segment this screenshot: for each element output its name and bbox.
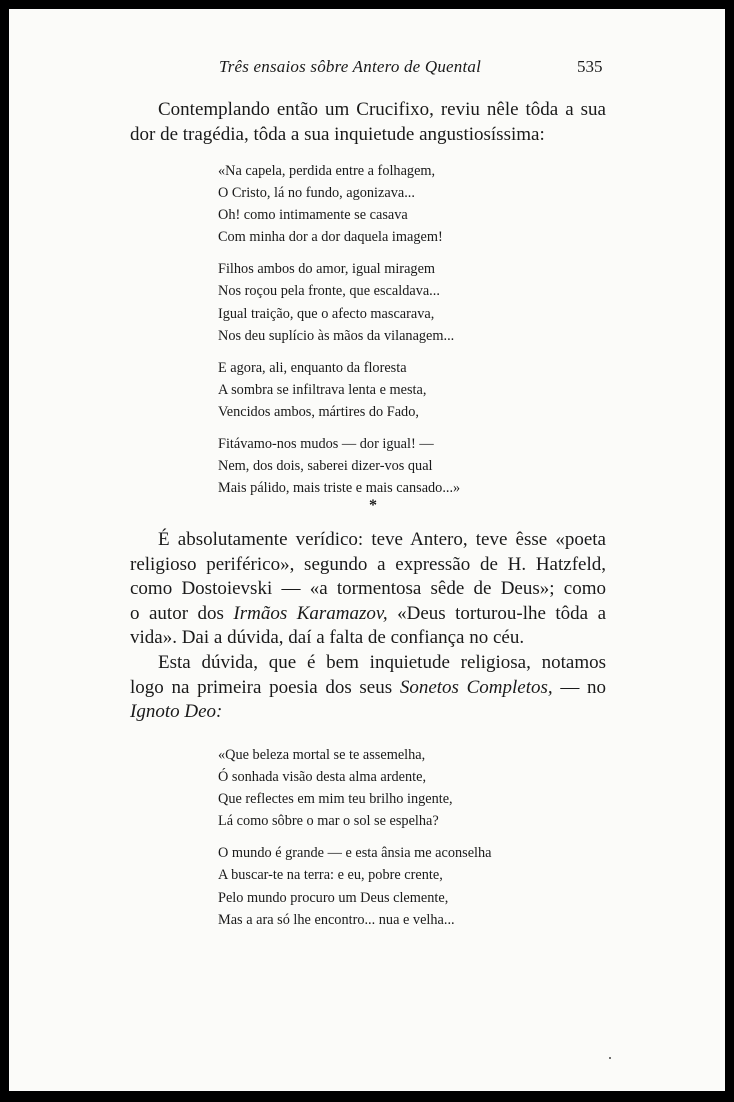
verse-line: Ó sonhada visão desta alma ardente, — [218, 769, 427, 786]
stanza — [218, 160, 460, 248]
section-separator: * — [369, 497, 377, 514]
text-line — [130, 700, 606, 725]
text-line: o autor dos Irmãos Karamazov, «Deus torturou-lhe tôda a — [130, 602, 607, 624]
page-header — [9, 57, 725, 81]
verse-line: E agora, ali, enquanto da floresta — [218, 359, 407, 376]
stanza — [218, 842, 492, 930]
verse-line: Filhos ambos do amor, igual miragem — [218, 261, 436, 278]
text-line: como Dostoievski — «a tormentosa sêde de Deus»; como — [130, 578, 606, 599]
verse-line: Nem, dos dois, saberei dizer-vos qual — [218, 458, 433, 475]
verse-line: O mundo é grande — e esta ânsia me aconselha — [218, 845, 492, 862]
verse-line: Mas a ara só lhe encontro... nua e velha... — [218, 911, 455, 928]
text-line: vida». Dai a dúvida, daí a falta de confiança no céu. — [130, 627, 525, 648]
book-page — [9, 9, 725, 1091]
book-title: Irmãos Karamazov, — [233, 602, 388, 624]
verse-line: Lá como sôbre o mar o sol se espelha? — [218, 813, 439, 830]
verse-line: Igual traição, que o afecto mascarava, — [218, 305, 435, 322]
print-speck — [609, 1057, 611, 1059]
poem-ignoto-deo — [218, 744, 492, 941]
running-title: Três ensaios sôbre Antero de Quental — [219, 57, 482, 76]
verse-line: Com minha dor a dor daquela imagem! — [218, 229, 443, 246]
verse-line: Nos deu suplício às mãos da vilanagem... — [218, 327, 455, 344]
poem-capela — [218, 160, 460, 509]
text-line: dor de tragédia, tôda a sua inquietude angustiosíssima: — [130, 123, 545, 145]
verse-line: «Na capela, perdida entre a folhagem, — [218, 163, 436, 179]
intro-paragraph — [130, 98, 606, 147]
verse-line: Vencidos ambos, mártires do Fado, — [218, 403, 419, 420]
paragraph-duvida — [130, 651, 606, 725]
verse-line: Pelo mundo procuro um Deus clemente, — [218, 889, 449, 906]
verse-line: A sombra se infiltrava lenta e mesta, — [218, 381, 427, 398]
poem-title: Ignoto Deo: — [130, 701, 223, 722]
text-line: Contemplando então um Crucifixo, reviu nêle tôda a sua — [158, 99, 606, 120]
text-line: É absolutamente verídico: teve Antero, teve êsse «poeta — [158, 529, 606, 550]
stanza — [218, 258, 460, 346]
text-line: logo na primeira poesia dos seus Sonetos Completos, — no — [130, 676, 607, 698]
stanza — [218, 744, 492, 832]
stanza — [218, 357, 460, 423]
verse-line: «Que beleza mortal se te assemelha, — [218, 747, 426, 763]
verse-line: Fitávamo-nos mudos — dor igual! — — [218, 436, 434, 453]
text-line: Esta dúvida, que é bem inquietude religiosa, notamos — [158, 652, 606, 673]
verse-line: A buscar-te na terra: e eu, pobre crente, — [218, 867, 443, 884]
verse-line: Mais pálido, mais triste e mais cansado...» — [218, 480, 461, 497]
verse-line: Oh! como intimamente se casava — [218, 207, 408, 224]
page-number: 535 — [577, 57, 603, 76]
verse-line: O Cristo, lá no fundo, agonizava... — [218, 185, 415, 202]
book-title: Sonetos Completos, — [399, 676, 553, 698]
verse-line: Que reflectes em mim teu brilho ingente, — [218, 791, 453, 808]
text-line: religioso periférico», segundo a expressão de H. Hatzfeld, — [130, 553, 606, 575]
paragraph-veridico — [130, 528, 606, 651]
verse-line: Nos roçou pela fronte, que escaldava... — [218, 283, 440, 300]
stanza — [218, 433, 460, 499]
